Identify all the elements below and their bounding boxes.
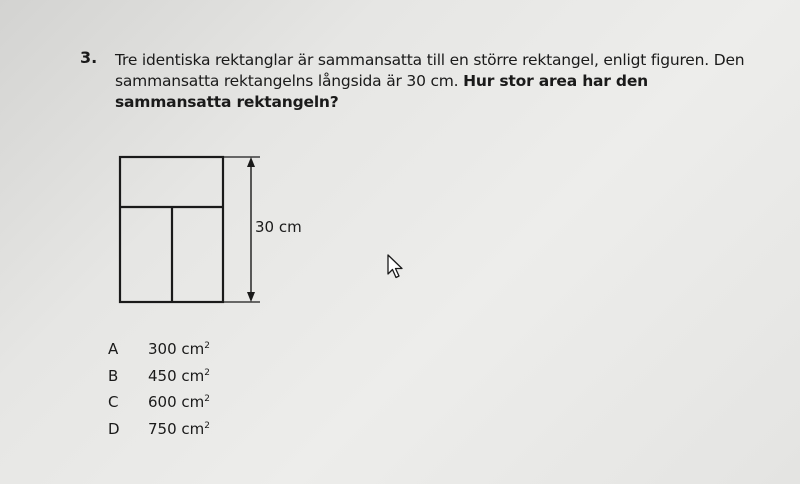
option-value: 300 $cm^2$ xyxy=(148,340,210,358)
dimension-label: 30 cm xyxy=(255,218,302,236)
option-b[interactable] xyxy=(108,367,210,394)
unit-exponent: 2 xyxy=(204,394,210,404)
option-letter: B xyxy=(108,366,119,385)
option-value: 750 $cm^2$ xyxy=(148,419,210,438)
question-text xyxy=(115,50,765,113)
option-c[interactable] xyxy=(108,393,210,420)
question-number: 3. xyxy=(80,48,98,67)
option-letter: D xyxy=(108,419,120,438)
answer-options xyxy=(108,340,210,446)
mouse-pointer-icon xyxy=(386,254,406,280)
option-letter: C xyxy=(108,393,119,411)
option-d[interactable] xyxy=(108,420,210,447)
arrow-down-icon xyxy=(247,292,255,302)
option-value: 450 $cm^2$ xyxy=(148,366,210,385)
option-letter: A xyxy=(108,340,119,358)
unit-exponent: 2 xyxy=(204,420,210,431)
unit-exponent: 2 xyxy=(204,341,210,351)
unit-exponent: 2 xyxy=(204,367,210,378)
question-statement: Tre identiska rektanglar är sammansatta till en större rektangel, enligt figuren. Den sammansatta rektangelns långsida är 30 cm. xyxy=(115,51,745,90)
option-value: 600 $cm^2$ xyxy=(148,393,210,411)
arrow-up-icon xyxy=(247,157,255,167)
question-prompt: Hur stor area har den sammansatta rektangeln? xyxy=(115,72,648,111)
option-a[interactable] xyxy=(108,340,210,367)
